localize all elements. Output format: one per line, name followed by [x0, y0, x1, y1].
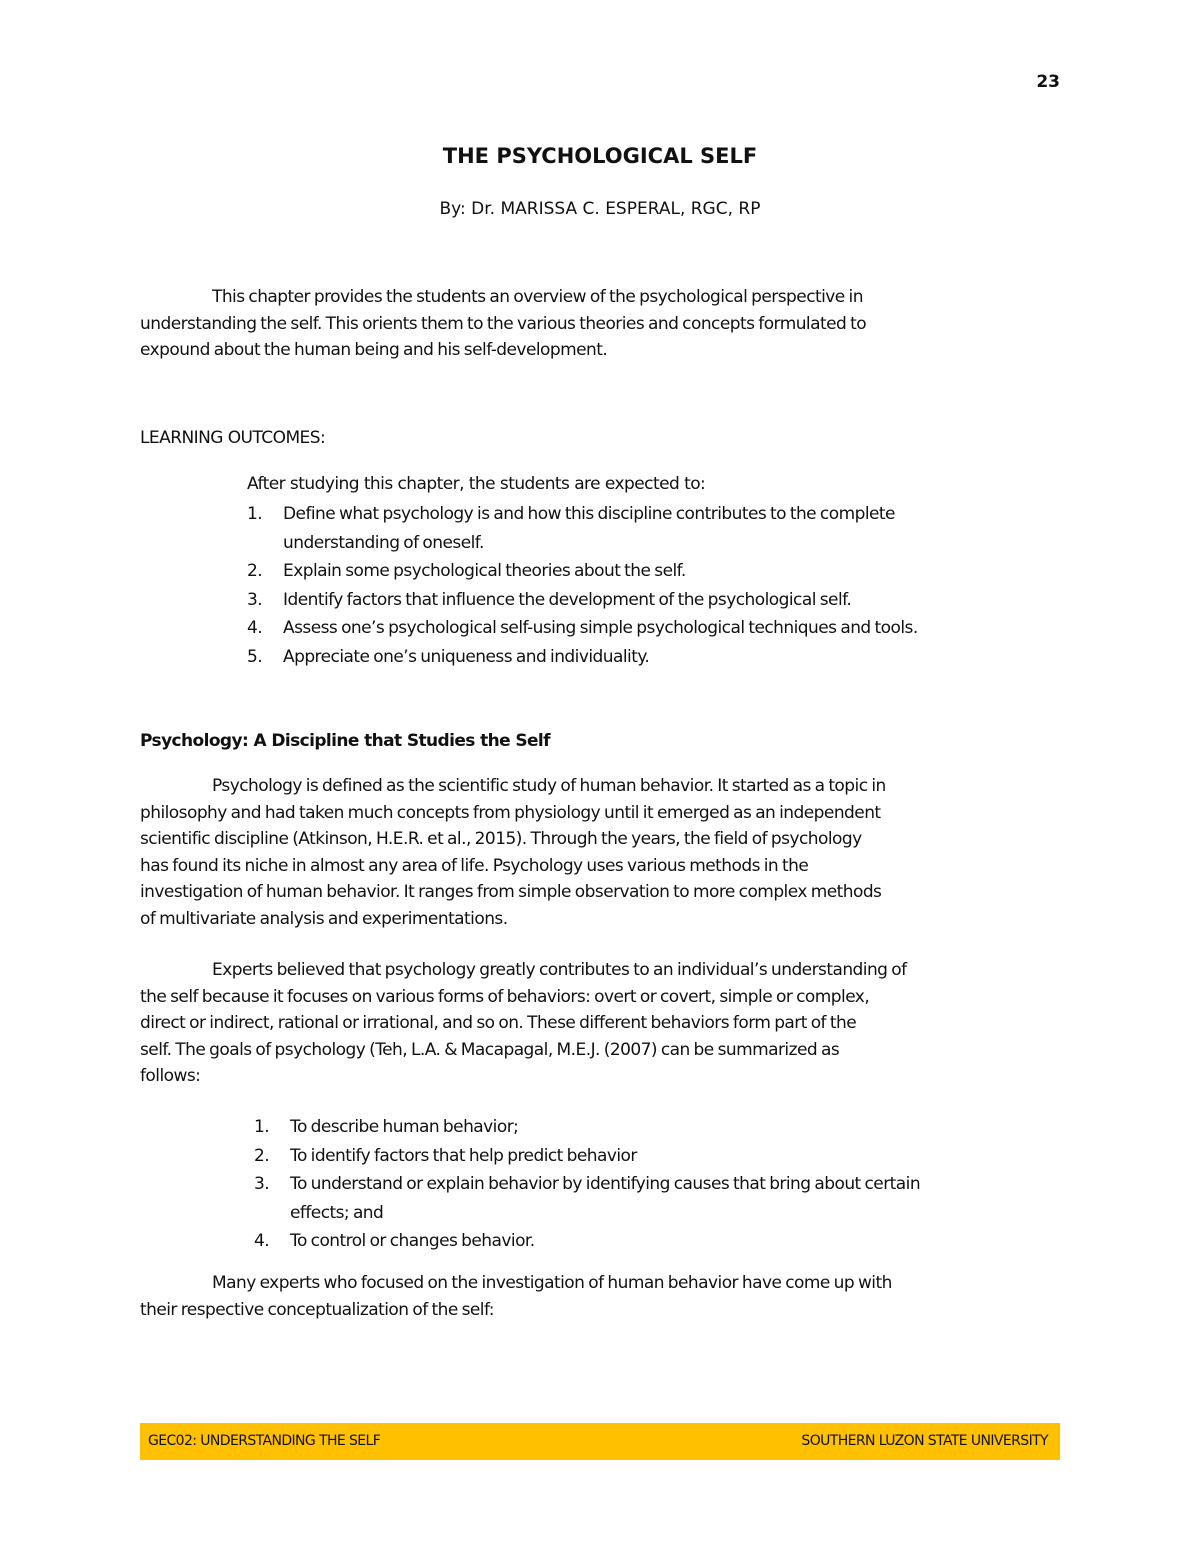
list-number: 4.	[247, 618, 263, 638]
footer-course: GEC02: UNDERSTANDING THE SELF	[148, 1433, 381, 1449]
list-number: 3.	[247, 589, 263, 610]
intro-line: understanding the self. This orients them to the various theories and concepts formulated to	[140, 313, 867, 334]
section-heading: Psychology: A Discipline that Studies the Self	[140, 731, 550, 751]
paragraph-line: scientific discipline (Atkinson, H.E.R. et al., 2015). Through the years, the field of psychology	[140, 829, 862, 849]
list-line: Define what psychology is and how this discipline contributes to the complete	[283, 504, 895, 524]
paragraph-line: follows:	[140, 1066, 201, 1086]
list-line: To describe human behavior;	[290, 1117, 519, 1137]
list-line: To understand or explain behavior by identifying causes that bring about certain	[290, 1174, 921, 1194]
paragraph-line: philosophy and had taken much concepts from physiology until it emerged as an independent	[140, 802, 881, 823]
list-number: 3.	[254, 1174, 270, 1194]
list-item	[247, 500, 918, 557]
paragraph-line: Many experts who focused on the investigation of human behavior have come up with	[212, 1273, 892, 1293]
section-paragraph-1	[140, 773, 1060, 932]
list-number: 4.	[254, 1231, 270, 1251]
list-item	[247, 586, 918, 615]
chapter-title: THE PSYCHOLOGICAL SELF	[442, 144, 758, 168]
goals-list	[254, 1113, 921, 1256]
list-number: 1.	[254, 1117, 270, 1137]
list-line: Appreciate one’s uniqueness and individuality.	[283, 646, 650, 667]
paragraph-line: self. The goals of psychology (Teh, L.A. & Macapagal, M.E.J. (2007) can be summarized as	[140, 1039, 840, 1060]
section-paragraph-3	[140, 1270, 1060, 1323]
intro-line: expound about the human being and his self-development.	[140, 340, 608, 360]
list-number: 1.	[247, 504, 263, 524]
list-line: Identify factors that influence the development of the psychological self.	[283, 589, 852, 610]
list-number: 5.	[247, 646, 263, 667]
list-item	[247, 557, 918, 586]
list-item	[247, 643, 918, 672]
list-line: effects; and	[290, 1202, 384, 1223]
list-line: To control or changes behavior.	[290, 1231, 535, 1251]
author-byline: By: Dr. MARISSA C. ESPERAL, RGC, RP	[439, 199, 761, 219]
paragraph-line: the self because it focuses on various forms of behaviors: overt or covert, simple or complex,	[140, 986, 870, 1007]
section-paragraph-2	[140, 957, 1060, 1090]
intro-paragraph	[140, 284, 1060, 364]
page-number: 23	[1036, 72, 1060, 92]
paragraph-line: their respective conceptualization of the self:	[140, 1299, 494, 1320]
list-line: Explain some psychological theories about the self.	[283, 561, 686, 581]
list-item	[254, 1113, 920, 1142]
list-line: understanding of oneself.	[283, 532, 484, 553]
learning-outcomes-lead: After studying this chapter, the students are expected to:	[247, 474, 706, 494]
list-line: Assess one’s psychological self-using simple psychological techniques and tools.	[283, 618, 918, 638]
intro-line: This chapter provides the students an overview of the psychological perspective in	[212, 287, 863, 307]
footer-university: SOUTHERN LUZON STATE UNIVERSITY	[801, 1433, 1048, 1449]
learning-outcomes-heading: LEARNING OUTCOMES:	[140, 428, 326, 448]
paragraph-line: Experts believed that psychology greatly contributes to an individual’s understanding of	[212, 960, 907, 980]
list-number: 2.	[254, 1145, 270, 1166]
paragraph-line: Psychology is defined as the scientific study of human behavior. It started as a topic in	[212, 776, 886, 796]
list-item	[254, 1227, 920, 1256]
paragraph-line: investigation of human behavior. It ranges from simple observation to more complex methods	[140, 882, 882, 902]
paragraph-line: of multivariate analysis and experimentations.	[140, 908, 508, 929]
learning-outcomes-list	[247, 500, 918, 671]
footer-bar	[140, 1423, 1060, 1460]
paragraph-line: direct or indirect, rational or irrational, and so on. These different behaviors form part of the	[140, 1013, 857, 1033]
paragraph-line: has found its niche in almost any area of life. Psychology uses various methods in the	[140, 855, 809, 876]
list-line: To identify factors that help predict behavior	[290, 1145, 637, 1166]
list-item	[254, 1170, 921, 1227]
list-number: 2.	[247, 561, 263, 581]
list-item	[254, 1142, 920, 1171]
list-item	[247, 614, 918, 643]
